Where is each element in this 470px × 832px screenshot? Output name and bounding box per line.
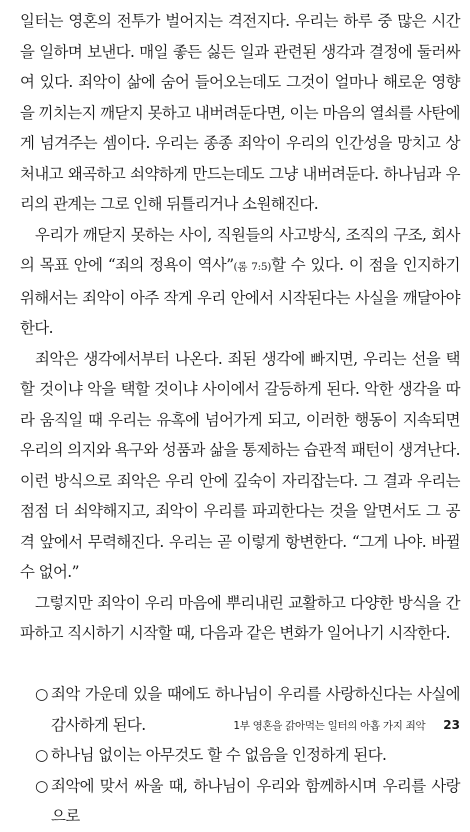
bullet-text: 죄악에 맞서 싸울 때, 하나님이 우리와 함께하시며 우리를 사랑으로: [51, 776, 460, 825]
paragraph-4: 그렇지만 죄악이 우리 마음에 뿌리내린 교활하고 다양한 방식을 간파하고 직시하기 시작할 때, 다음과 같은 변화가 일어나기 시작한다.: [20, 593, 460, 642]
body-text: [20, 6, 460, 832]
paragraph-3: 죄악은 생각에서부터 나온다. 죄된 생각에 빠지면, 우리는 선을 택할 것이냐 악을 택할 것이냐 사이에서 갈등하게 된다. 악한 생각을 따라 움직일 때 우리는 유혹에 넘어가게 되고, 이러한 행동이 지속되면 우리의 의지와 욕구와 성품과 삶을 통제하는 습관적 패턴이 생겨난다. 이런 방식으로 죄악은 우리 안에 깊숙이 자리잡는다. 그 결과 우리는 점점 더 쇠약해지고, 죄악이 우리를 파괴한다는 것을 알면서도 그 공격 앞에서 무력해진다. 우리는 곧 이렇게 항변한다. “그게 나야. 바뀔 수 없어.”: [20, 349, 460, 581]
bible-reference: (롬 7:5): [233, 261, 272, 273]
running-footer-title: 1부 영혼을 갉아먹는 일터의 아홉 가지 죄악: [233, 720, 426, 732]
paragraph-1: 일터는 영혼의 전투가 벌어지는 격전지다. 우리는 하루 중 많은 시간을 일하며 보낸다. 매일 좋든 싫든 일과 관련된 생각과 결정에 둘러싸여 있다. 죄악이 삶에 숨어 들어오는데도 그것이 얼마나 해로운 영향을 끼치는지 깨닫지 못하고 내버려둔다면, 이는 마음의 열쇠를 사탄에게 넘겨주는 셈이다. 우리는 종종 죄악이 우리의 인간성을 망치고 상처내고 왜곡하고 쇠약하게 만드는데도 그냥 내버려둔다. 하나님과 우리의 관계는 그로 인해 뒤틀리거나 소원해진다.: [20, 12, 460, 213]
bullet-text: 하나님 없이는 아무것도 할 수 없음을 인정하게 된다.: [51, 746, 387, 764]
page-footer: [0, 718, 460, 733]
bullet-circle-icon: ○: [35, 776, 48, 795]
blank-line: [20, 649, 460, 680]
paragraph-2-text-after: 할 수 있다. 이 점을 인지하기 위해서는 죄악이 아주 작게 우리 안에서 시작된다는 사실을 깨달아야 한다.: [20, 256, 460, 337]
bullet-item-2: [20, 740, 460, 771]
page-number: 23: [443, 718, 460, 732]
paragraph-2-text-before: 우리가 깨닫지 못하는 사이, 직원들의 사고방식, 조직의 구조, 회사의 목표 안에 “죄의 정욕이 역사”: [20, 225, 460, 274]
bullet-item-3: [20, 771, 460, 832]
bullet-text: 죄악 가운데 있을 때에도 하나님이 우리를 사랑하신다는 사실에 감사하게 된다.: [51, 685, 460, 734]
bullet-circle-icon: ○: [35, 685, 48, 703]
bullet-circle-icon: ○: [35, 746, 48, 764]
paragraph-2: [20, 220, 460, 344]
